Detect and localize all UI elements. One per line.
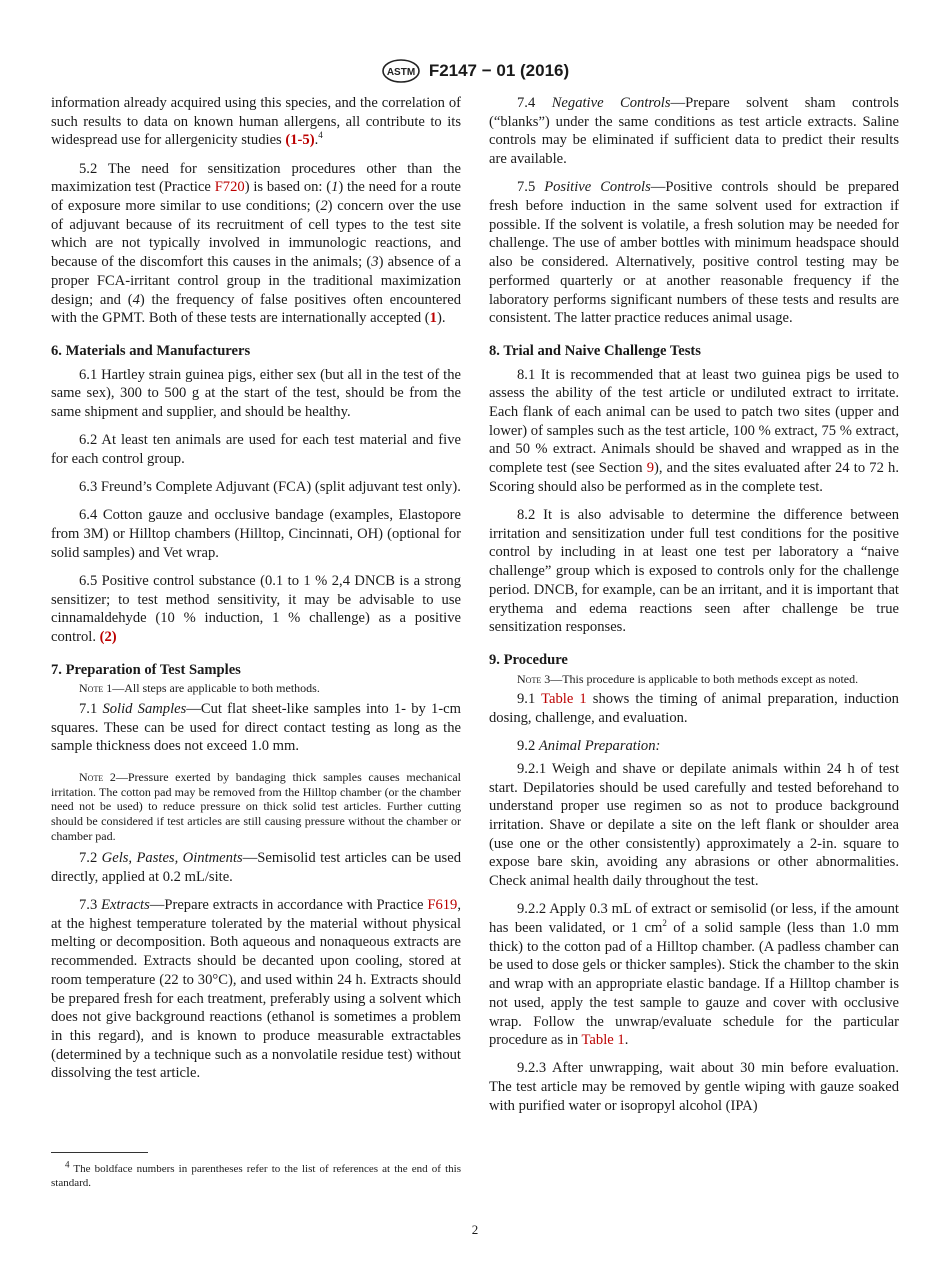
paragraph-7-1: 7.1 Solid Samples—Cut flat sheet-like samples into 1- by 1-cm squares. These can be used for direct contact testing as long as the sample thickness does not exceed 1.0 mm. <box>51 701 461 755</box>
section-heading-8: 8. Trial and Naive Challenge Tests <box>489 342 701 359</box>
link-f619[interactable]: F619 <box>427 897 458 914</box>
section-heading-7: 7. Preparation of Test Samples <box>51 661 241 678</box>
right-column <box>489 94 899 1125</box>
paragraph-8-1: 8.1 It is recommended that at least two guinea pigs be used to assess the ability of the test article or undiluted extract to irritate. Each flank of each animal can be used to patch two sites (upper and lower) of samples such as the test article, 100 % extract, 75 % extract, and 50 % extract. Animals should be shaved and wrapped as in the complete test (see Section 9), and the sites evaluated after 24 to 72 h. Scoring should also be performed as in the complete test. <box>489 366 899 495</box>
note-1: Note 1—All steps are applicable to both methods. <box>79 681 320 696</box>
paragraph-9-2-1: 9.2.1 Weigh and shave or depilate animals within 24 h of test start. Depilatories should be used carefully and tested beforehand to understand proper use regimen so as not to produce background irritation. Shave or depilate a site on the left flank or shoulder area (use one or the other consistently) approximately a 2-in. square to expose bare skin, avoiding any abrasions or other abnormalities. Check animal health daily throughout the test. <box>489 760 899 890</box>
reference-link[interactable]: (1-5) <box>285 132 315 149</box>
paragraph-7-5: 7.5 Positive Controls—Positive controls should be prepared fresh before induction in the same solvent used for extraction if possible. If the solvent is volatile, a fresh solution may be needed for challenge. The use of amber bottles with minimum headspace should also be considered. Alternatively, positive control testing may be performed quarterly or at another reasonable frequency if the laboratory performs significant numbers of these tests and results are consistent. The latter practice reduces animal usage. <box>489 179 899 327</box>
paragraph-8-2: 8.2 It is also advisable to determine the difference between irritation and sensitization under full test conditions for the positive control by including in at least one test per laboratory a “naive challenge” group which is exposed to controls only for the challenge period. DNCB, for example, can be an irritant, and it is important that erythema and edema reactions seen after challenge be true sensitization responses. <box>489 507 899 636</box>
paragraph-9-2: 9.2 Animal Preparation: <box>517 738 661 755</box>
note-3: Note 3—This procedure is applicable to both methods except as noted. <box>517 671 859 686</box>
page-number: 2 <box>471 1222 479 1237</box>
paragraph-7-3: 7.3 Extracts—Prepare extracts in accordance with Practice F619, at the highest temperature tolerated by the material without physical melting or decomposition. Both aqueous and nonaqueous extracts are recommended. Extracts should be decanted upon cooling, stored at room temperature (22 to 30°C), and used within 24 h. Extracts should be prepared fresh for each treatment, preferably using a solvent which does not give background reactions (ethanol is sometimes a problem in this regard), and is known to produce measurable extractables (determined by a technique such as a nonvolatile residue test) without dissolving the test article. <box>51 897 462 1082</box>
svg-text:ASTM: ASTM <box>386 67 415 78</box>
footnote-4: $^4$ The boldface numbers in parentheses refer to the list of references at the end of this standard. <box>51 1159 461 1189</box>
link-section-9[interactable]: 9 <box>646 460 654 477</box>
section-heading-6: 6. Materials and Manufacturers <box>51 342 251 359</box>
paragraph-9-1: 9.1 Table 1 shows the timing of animal preparation, induction dosing, challenge, and evaluation. <box>489 691 899 726</box>
reference-link[interactable]: (2) <box>99 629 117 646</box>
paragraph-7-2: 7.2 Gels, Pastes, Ointments—Semisolid test articles can be used directly, applied at 0.2 mL/site. <box>51 850 461 885</box>
paragraph-6-2: 6.2 At least ten animals are used for each test material and five for each control group. <box>51 432 461 467</box>
paragraph-9-2-3: 9.2.3 After unwrapping, wait about 30 min before evaluation. The test article may be removed by gentle wiping with gauze soaked with purified water or isopropyl alcohol (IPA) <box>489 1060 899 1114</box>
paragraph-continued: information already acquired using this species, and the correlation of such results to data on known human allergens, all contribute to its widespread use for allergenicity studies (1-5).$^4$ <box>51 95 461 149</box>
paragraph-6-5: 6.5 Positive control substance (0.1 to 1 % 2,4 DNCB is a strong sensitizer; to test method sensitivity, it may be advisable to use cinnamaldehyde (10 % induction, 1 % challenge) as a positive control. (2) <box>51 572 461 646</box>
footnote-marker[interactable]: 4 <box>318 130 323 141</box>
paragraph-6-1: 6.1 Hartley strain guinea pigs, either sex (but all in the test of the same sex), 300 to 500 g at the start of the test, should be from the same shipment and supplier, and should be healthy. <box>51 366 461 421</box>
link-table-1[interactable]: Table 1 <box>581 1032 625 1049</box>
footnote-divider <box>51 1152 148 1153</box>
paragraph-9-2-2: 9.2.2 Apply 0.3 mL of extract or semisolid (or less, if the amount has been validated, or 1 $cm^2$ of a solid sample (less than 1.0 mm thick) to the cotton pad of a Hilltop chamber. (A padless chamber can be used to dose gels or thicker samples). Stick the chamber to the skin and wrap with an appropriate elastic bandage. If a Hilltop chamber is not used, apply the test sample to gauze and cover with occlusive wrap. Follow the unwrap/evaluate schedule for the particular procedure as in Table 1. <box>489 901 899 1049</box>
astm-logo-icon <box>381 59 421 83</box>
paragraph-6-3: 6.3 Freund’s Complete Adjuvant (FCA) (split adjuvant test only). <box>79 479 461 496</box>
section-heading-9: 9. Procedure <box>489 651 568 668</box>
document-id: F2147 − 01 (2016) <box>428 61 570 80</box>
paragraph-6-4: 6.4 Cotton gauze and occlusive bandage (examples, Elastopore from 3M) or Hilltop chambers (Hilltop, Cincinnati, OH) (optional for solid samples) and Vet wrap. <box>51 507 461 561</box>
paragraph-7-4: 7.4 Negative Controls—Prepare solvent sham controls (“blanks”) under the same conditions as test article extracts. Saline controls may be eliminated if sufficient data to predict their results are available. <box>489 95 899 168</box>
reference-link[interactable]: 1 <box>429 310 437 327</box>
page-header <box>0 56 950 86</box>
paragraph-5-2: 5.2 The need for sensitization procedures other than the maximization test (Practice F720) is based on: (1) the need for a route of exposure more similar to use conditions; (2) concern over the use of adjuvant because of its recruitment of cell types to the test site which are not typically involved in immunologic reactions, and because of the discomfort this causes in the animals; (3) absence of a proper FCA-irritant control group in the traditional maximization design; and (4) the frequency of false positives often encountered with the GPMT. Both of these tests are internationally accepted (1). <box>51 160 461 327</box>
link-table-1[interactable]: Table 1 <box>541 691 587 708</box>
left-column <box>51 94 461 1093</box>
note-2: Note 2—Pressure exerted by bandaging thick samples causes mechanical irritation. The cotton pad may be removed from the Hilltop chamber (or the chamber need not be used) to reduce pressure on thick solid test articles. Further cutting should be considered if test articles are still causing pressure without the chamber or chamber pad. <box>51 770 461 843</box>
link-f720[interactable]: F720 <box>214 179 245 196</box>
